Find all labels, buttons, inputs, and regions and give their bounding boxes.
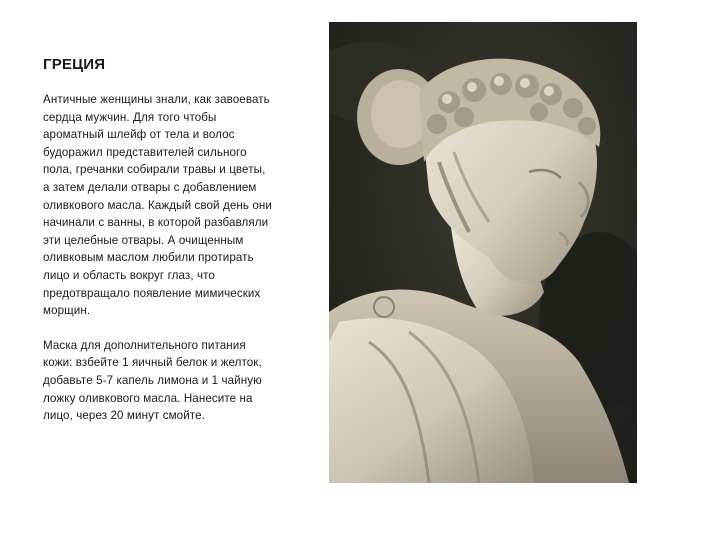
statue-photo	[329, 22, 637, 483]
paragraph-mask-recipe: Маска для дополнительного питания кожи: взбейте 1 яичный белок и желток, добавьте 5-7 капель лимона и 1 чайную ложку оливкового масла. Нанесите на лицо, через 20 минут смойте.	[43, 338, 262, 423]
slide-title: ГРЕЦИЯ	[43, 56, 106, 73]
statue-icon	[329, 22, 637, 483]
paragraph-history: Античные женщины знали, как завоевать сердца мужчин. Для того чтобы ароматный шлейф от тела и волос будоражил представителей сильного пола, гречанки собирали травы и цветы, а затем делали отвары с добавлением оливкового масла. Каждый свой день они начинали с ванны, в которой разбавляли эти целебные отвары. А очищенным оливковым маслом любили протирать лицо и область вокруг глаз, что предотвращало появление мимических морщин.	[43, 93, 272, 318]
text-column	[43, 91, 275, 425]
